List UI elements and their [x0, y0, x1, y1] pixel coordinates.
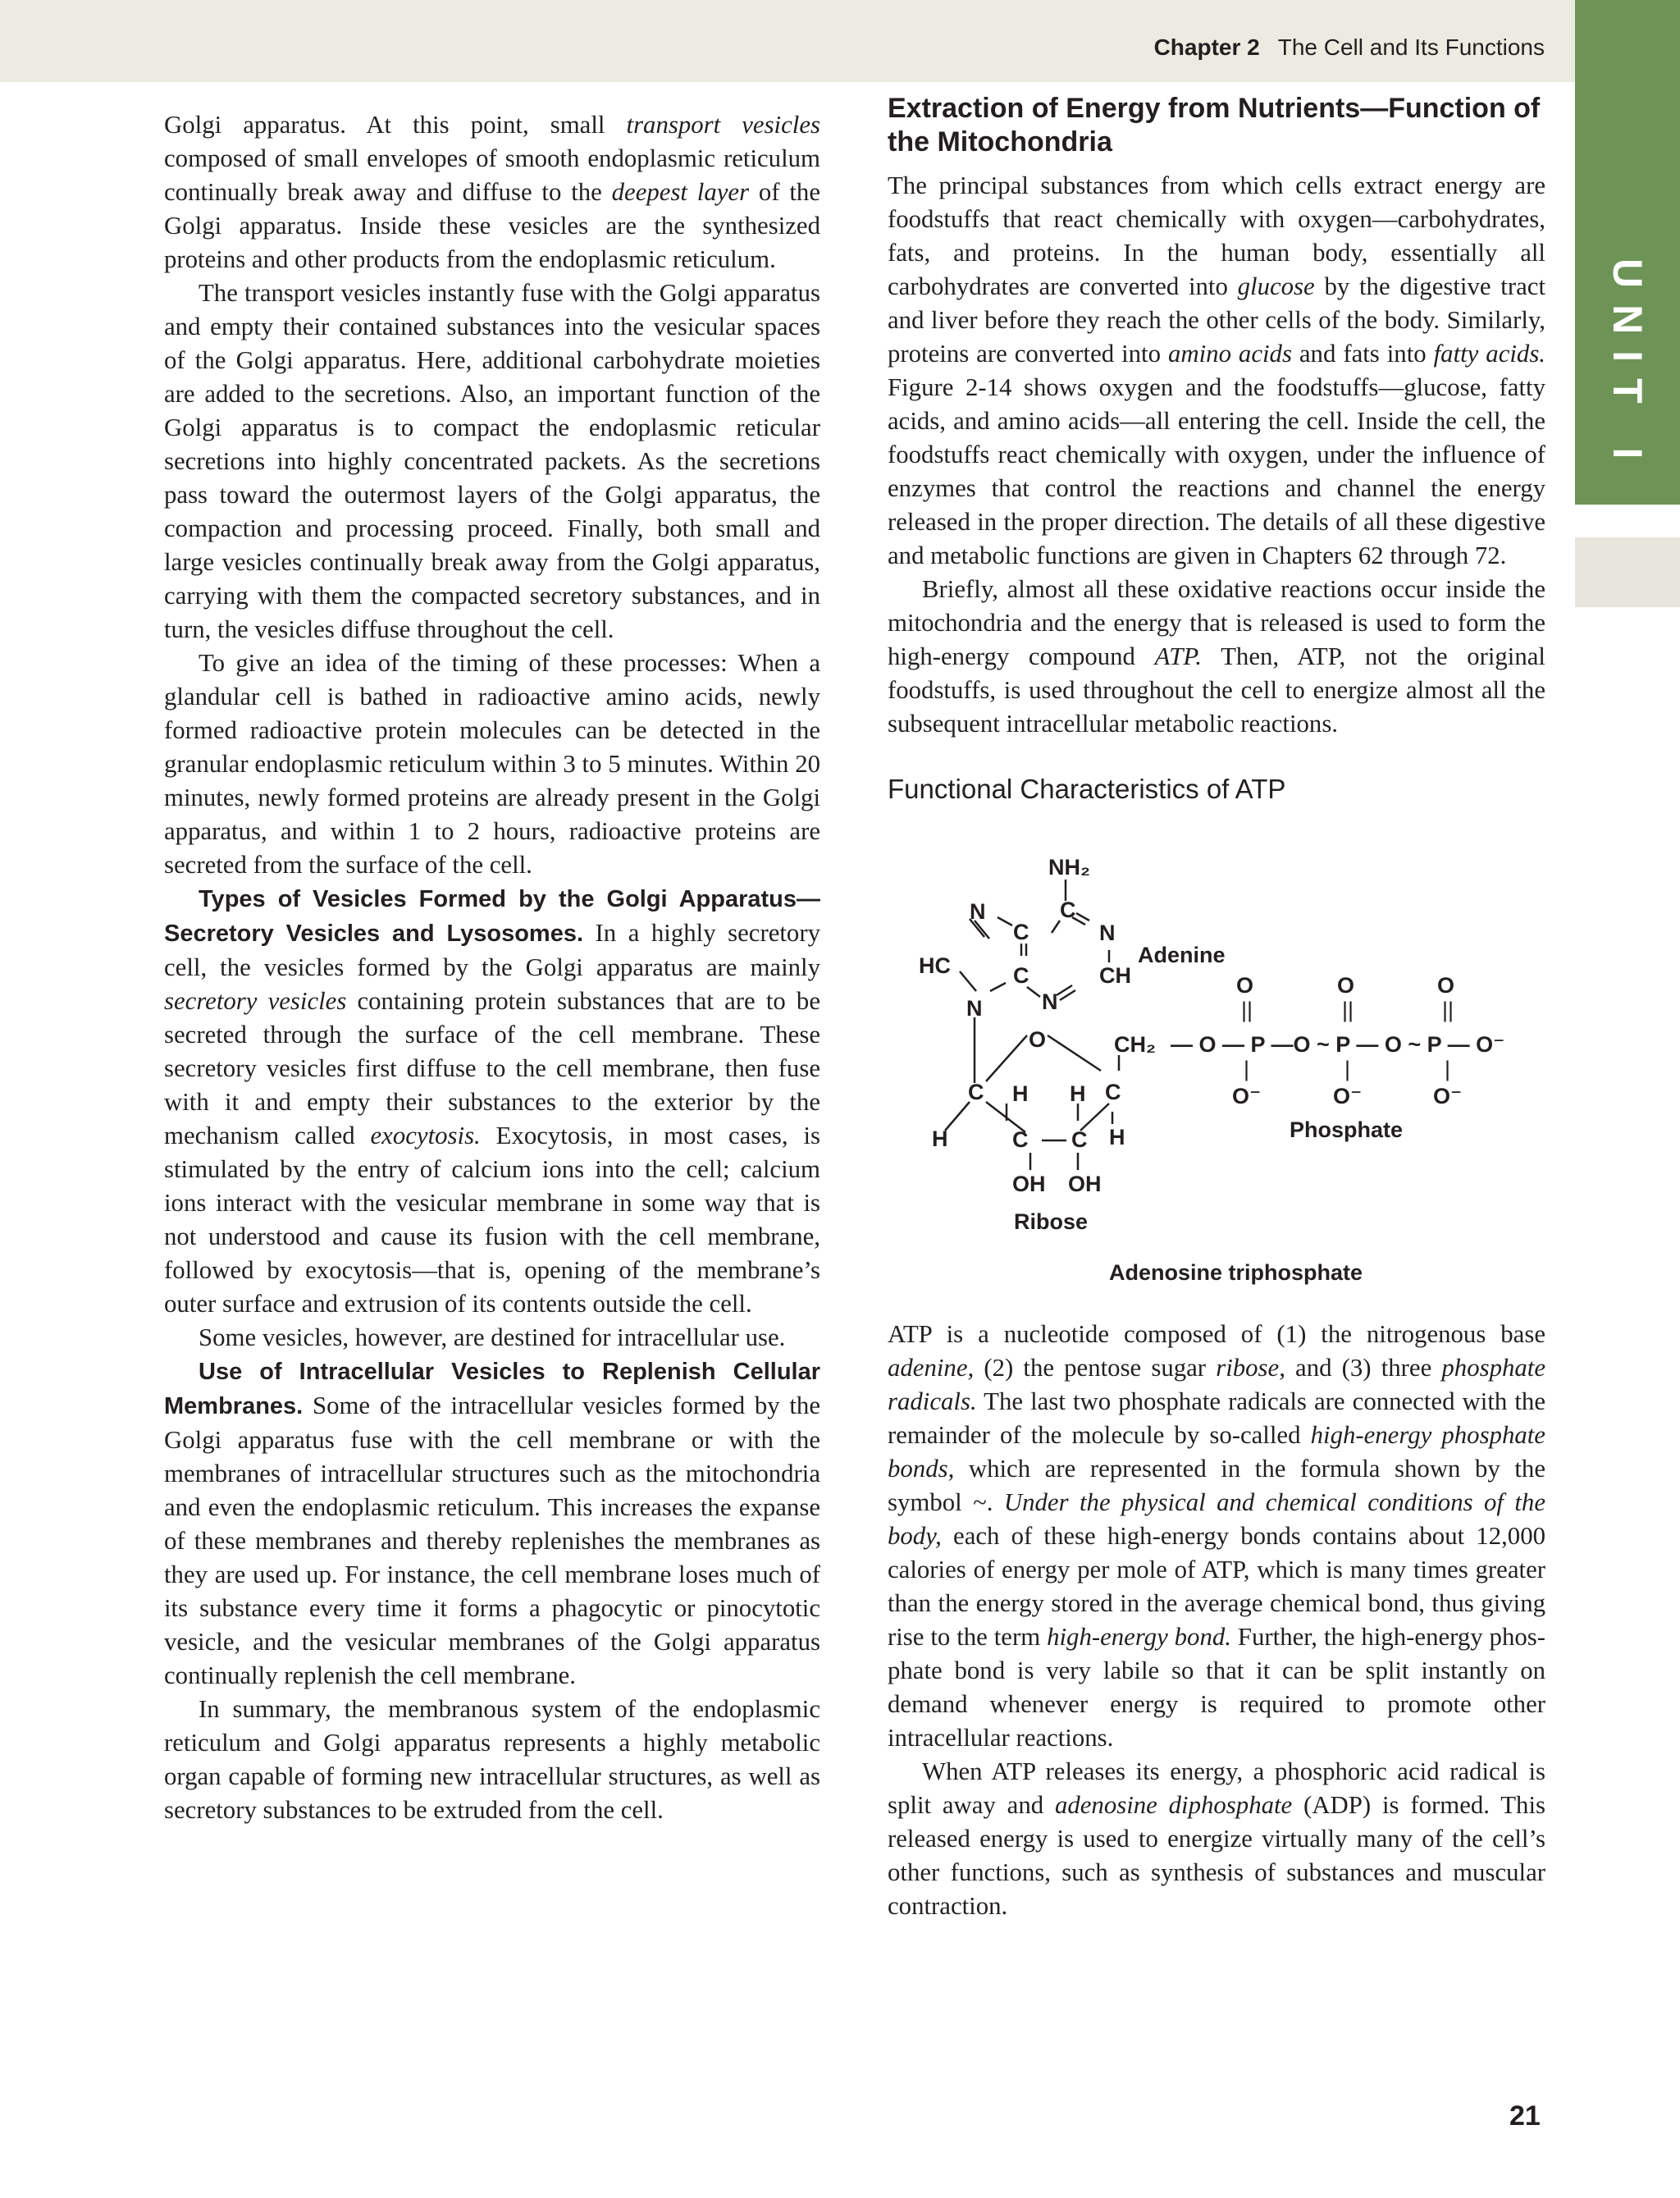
figure-caption: Adenosine triphosphate	[1109, 1260, 1363, 1285]
atom-label: H	[1012, 1081, 1029, 1106]
text-run: which are represented in the formula shown by the symbol ~.	[888, 1455, 1545, 1516]
atom-label: C	[1013, 920, 1029, 944]
text-run: When ATP releases its energy, a phosphoric acid radical is split away and	[888, 1757, 1545, 1819]
paragraph-body	[164, 919, 820, 1318]
atom-label: C	[968, 1080, 984, 1104]
italic-run: phosphate radicals.	[888, 1354, 1545, 1415]
paragraph: To give an idea of the timing of these processes: When a glandular cell is bathed in radioactive amino acids, newly formed radioactive protein molecules can be detected in the granular endoplasmic reticulum within 3 to 5 minutes. Within 20 minutes, newly formed proteins are already present in the Golgi apparatus, and within 1 to 2 hours, radioactive proteins are secreted from the surface of the cell.	[164, 649, 820, 879]
atom-label: O	[1337, 973, 1355, 998]
text-run: Further, the high-energy phosphate bond is very labile so that it can be split instantly on demand whenever energy is required to promote other intracellular reactions.	[888, 1623, 1545, 1752]
atom-label: O	[1437, 973, 1455, 998]
atom-label: O⁻	[1433, 1084, 1463, 1108]
text-run: by the digestive tract and liver before they reach the other cells of the body. Similarly, proteins are converted into	[888, 272, 1545, 368]
molecule-part-label: Adenine	[1138, 943, 1226, 967]
atom-label: H	[1070, 1081, 1086, 1106]
italic-run: high-energy bond.	[1047, 1623, 1231, 1651]
italic-run: transport vesicles	[626, 111, 820, 139]
text-run: Then, ATP, not the original foodstuffs, is used throughout the cell to energize almost all the subsequent intracellular metabolic reactions.	[888, 642, 1545, 738]
unit-tab-secondary	[1575, 537, 1680, 607]
atp-structure-diagram	[888, 820, 1545, 1313]
italic-run: Under the physical and chemical conditions of the body,	[888, 1488, 1545, 1550]
running-header	[1154, 34, 1545, 61]
italic-run: adenosine diphosphate	[1054, 1791, 1293, 1819]
text-run: (ADP) is formed. This released energy is used to energize virtually many of the cell’s other functions, such as synthesis of substances and muscular contraction.	[888, 1791, 1545, 1920]
text-run: Golgi apparatus. At this point, small	[164, 111, 627, 139]
text-run: The last two phosphate radicals are connected with the remainder of the molecule by so-called	[888, 1387, 1545, 1449]
run-in-heading: Types of Vesicles Formed by the Golgi Apparatus—Secretory Vesicles and Lysosomes.	[164, 886, 820, 947]
text-run: Exocytosis, in most cases, is stimulated by the entry of calcium ions into the cell; calcium ions interact with the vesicular membrane in some way that is not understood and cause its fusion with the cell membrane, followed by exocytosis—that is, opening of the membrane’s outer surface and extrusion of its contents outside the cell.	[164, 1122, 820, 1318]
text-run: of the Golgi apparatus. Inside these vesicles are the synthesized proteins and other products from the endoplasmic reticulum.	[164, 178, 821, 273]
atom-label: NH₂	[1048, 855, 1090, 880]
atom-label: OH	[1012, 1172, 1046, 1196]
right-column	[888, 92, 1545, 1923]
atp-figure	[888, 820, 1545, 1313]
italic-run: high-energy phosphate bonds,	[888, 1421, 1545, 1483]
text-run: and fats into	[1291, 340, 1434, 368]
italic-run: adenine,	[888, 1354, 975, 1382]
atom-label: H	[932, 1126, 948, 1151]
text-run: containing protein substances that are to be secreted through the surface of the cell membrane. These secretory vesicles first diffuse to the cell membrane, then fuse with it and empty their substances to the exterior by the mechanism called	[164, 987, 821, 1149]
text-run: Briefly, almost all these oxidative reactions occur inside the mitochondria and the energy that is released is used to form the high-energy compound	[888, 575, 1545, 670]
paragraph: Some vesicles, however, are destined for intracellular use.	[199, 1323, 786, 1351]
atom-label: C	[1060, 898, 1076, 922]
atom-label: O⁻	[1333, 1084, 1363, 1108]
chapter-label: Chapter 2	[1153, 34, 1260, 60]
italic-run: exocytosis.	[370, 1122, 481, 1149]
atom-label: CH	[1099, 963, 1131, 988]
paragraph	[164, 1355, 820, 1693]
subsection-heading: Functional Characteristics of ATP	[888, 774, 1286, 804]
atom-label: N	[1099, 921, 1116, 945]
atom-label: O	[1029, 1027, 1047, 1052]
bond-symbol: |	[1445, 1057, 1451, 1081]
chapter-title: The Cell and Its Functions	[1277, 34, 1545, 60]
paragraph	[888, 1318, 1545, 1755]
italic-run: ATP.	[1154, 642, 1202, 670]
molecule-part-label: Phosphate	[1290, 1117, 1404, 1142]
atom-label: O⁻	[1232, 1084, 1262, 1108]
unit-tab-label	[1604, 258, 1651, 347]
atom-label: N	[970, 899, 986, 924]
text-run: In a highly secretory cell, the vesicles formed by the Golgi apparatus are mainly	[164, 919, 820, 981]
text-run: (2) the pentose sugar	[974, 1354, 1217, 1382]
atom-label: CH₂	[1114, 1032, 1156, 1057]
paragraph: The transport vesicles instantly fuse with the Golgi apparatus and empty their contained substances into the vesicular spaces of the Golgi apparatus. Here, additional carbohydrate moieties are added to the secretions. Also, an important function of the Golgi apparatus is to compact the endoplasmic reticular secretions into highly concentrated packets. As the secretions pass toward the outermost layers of the Golgi apparatus, the compaction and processing proceed. Finally, both small and large vesicles continually break away from the Golgi apparatus, carrying with them the compacted secretory substances, and in turn, the vesicles diffuse throughout the cell.	[164, 279, 820, 643]
paragraph	[164, 108, 820, 276]
paragraph	[164, 882, 820, 1321]
run-in-heading: Use of Intracellular Vesicles to Replenish Cellular Membranes.	[164, 1359, 820, 1419]
page-number: 21	[1509, 2100, 1541, 2132]
bond-symbol: ||	[1342, 998, 1354, 1022]
text-run: each of these high-energy bonds contains about 12,000 calories of energy per mole of ATP, which is many times greater than the energy stored in the average chemical bond, thus giving rise to the term	[888, 1522, 1545, 1651]
italic-run: secretory vesicles	[164, 987, 347, 1015]
text-run: The principal substances from which cells extract energy are foodstuffs that react chemically with oxygen—carbohydrates, fats, and proteins. In the human body, essentially all carbohydrates are converted into	[888, 171, 1545, 300]
atom-label: C	[1071, 1127, 1088, 1152]
paragraph	[888, 169, 1545, 573]
italic-run: amino acids	[1167, 340, 1292, 368]
atom-label: — O — P —O ~ P — O ~ P — O⁻	[1171, 1032, 1505, 1057]
bond-symbol: ||	[1241, 998, 1253, 1022]
text-run: composed of small envelopes of smooth endoplasmic reticulum continually break away and diffuse to the	[164, 144, 820, 206]
atom-label: OH	[1068, 1172, 1102, 1196]
atom-label: C	[1013, 963, 1029, 988]
italic-run: deepest layer	[611, 178, 750, 206]
text-run: Figure 2-14 shows oxygen and the foodstuffs—glucose, fatty acids, and amino acids—all entering the cell. Inside the cell, the foodstuffs react chemically with oxygen, under the influence of enzymes that control the reactions and channel the energy released in the proper direction. The details of all these digestive and metabolic functions are given in Chapters 62 through 72.	[888, 373, 1545, 569]
italic-run: glucose	[1237, 272, 1315, 300]
bond-symbol: |	[1244, 1057, 1250, 1081]
italic-run: fatty acids.	[1433, 340, 1546, 368]
left-column	[164, 108, 820, 1827]
text-run: and (3) three	[1285, 1354, 1442, 1382]
paragraph-body: Some of the intracellular vesicles formed by the Golgi apparatus fuse with the cell membrane or with the membranes of intracellular structures such as the mitochondria and even the endoplasmic reticulum. This increases the expanse of these membranes and thereby replenishes the membranes as they are used up. For instance, the cell membrane loses much of its substance every time it forms a phagocytic or pinocytotic vesicle, and the vesicular membranes of the Golgi apparatus continually replenish the cell membrane.	[164, 1391, 820, 1689]
atom-label: N	[966, 996, 983, 1021]
atom-label: C	[1012, 1127, 1029, 1152]
text-run: ATP is a nucleotide composed of (1) the nitrogenous base	[888, 1320, 1545, 1348]
paragraph: In summary, the membranous system of the endoplasmic reticulum and Golgi apparatus represents a highly metabolic organ capable of forming new intracellular structures, as well as secretory substances to be extruded from the cell.	[164, 1695, 820, 1824]
atom-label: O	[1236, 973, 1254, 998]
atom-label: C	[1105, 1080, 1121, 1104]
molecule-part-label: Ribose	[1014, 1209, 1089, 1234]
atom-label: N	[1042, 989, 1058, 1014]
bond-symbol: |	[1344, 1057, 1351, 1081]
atom-label: H	[1109, 1125, 1125, 1149]
paragraph	[888, 1755, 1545, 1923]
bond-symbol: ||	[1442, 998, 1454, 1022]
paragraph	[888, 573, 1545, 741]
italic-run: ribose,	[1216, 1354, 1285, 1382]
section-heading: Extraction of Energy from Nutrients—Function of the Mitochondria	[888, 93, 1541, 158]
atom-label: HC	[919, 953, 951, 978]
